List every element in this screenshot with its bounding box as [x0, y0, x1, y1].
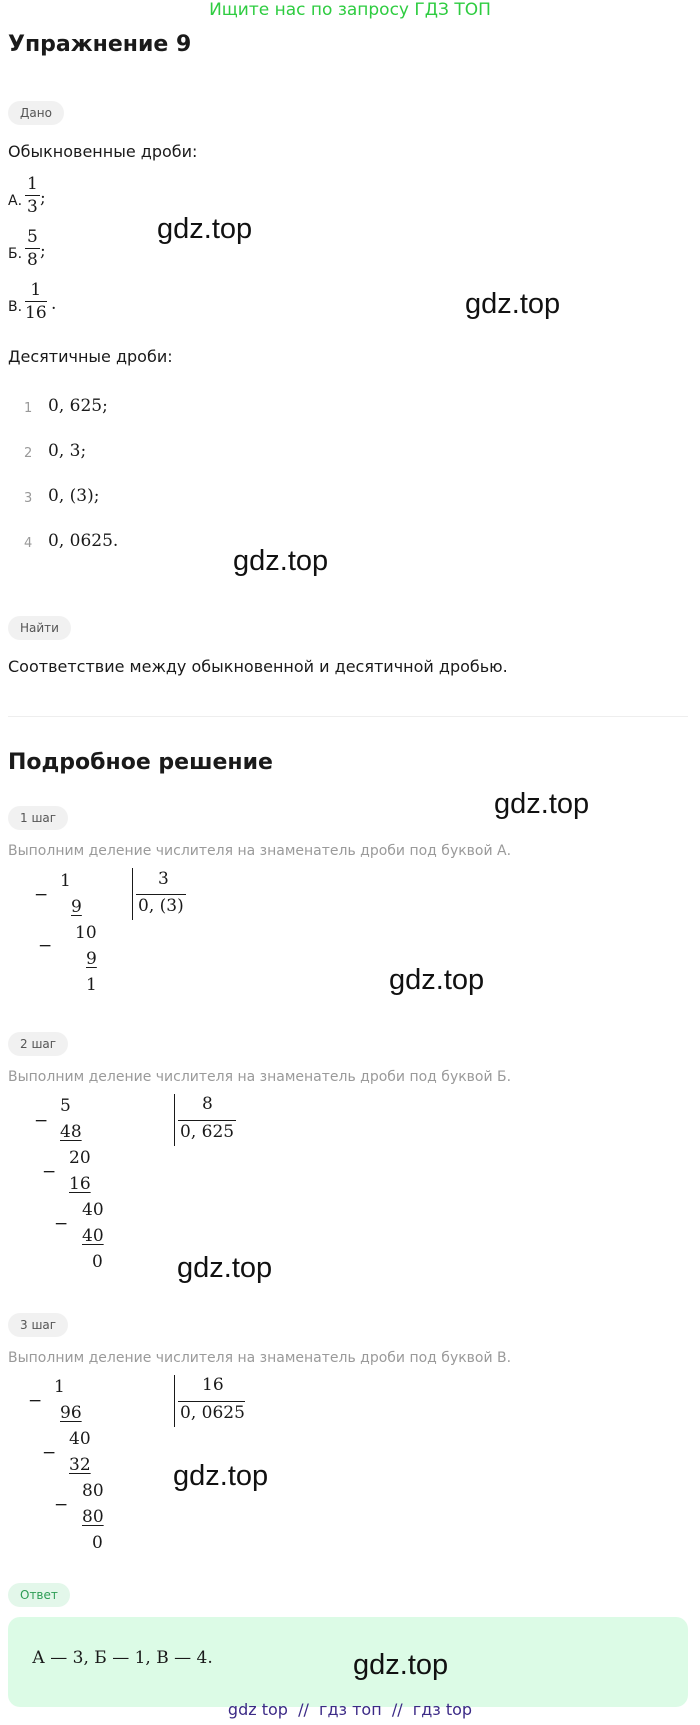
fraction-end: ;: [40, 241, 46, 261]
list-item: 0, (3);: [48, 486, 100, 506]
list-item: 0, 625;: [48, 396, 108, 416]
remainder: 1: [86, 975, 97, 995]
division-bar: [174, 1375, 175, 1427]
divisor: 3: [158, 869, 169, 889]
list-index: 3: [24, 491, 33, 506]
list-item: 0, 0625.: [48, 531, 119, 551]
quotient: 0, (3): [138, 896, 184, 916]
step-2-text: Выполним деление числителя на знаменатель дроби под буквой Б.: [8, 1069, 512, 1085]
fraction: [25, 174, 40, 218]
watermark: gdz.top: [177, 1252, 273, 1284]
remainder: 20: [69, 1148, 91, 1168]
quotient: 0, 625: [180, 1122, 235, 1142]
minus-sign: −: [42, 1443, 57, 1463]
watermark: gdz.top: [465, 288, 561, 320]
list-index: 4: [24, 536, 33, 551]
partial-product: 40: [82, 1226, 104, 1246]
numerator: 1: [27, 174, 38, 194]
fraction-letter: Б.: [8, 246, 23, 262]
step-1-text: Выполним деление числителя на знаменатель дроби под буквой А.: [8, 843, 512, 859]
divisor: 16: [202, 1375, 224, 1395]
minus-sign: −: [28, 1391, 43, 1411]
find-text: Соответствие между обыкновенной и десятичной дробью.: [8, 657, 508, 676]
solution-title: Подробное решение: [8, 750, 273, 775]
list-item: 0, 3;: [48, 441, 87, 461]
step-1-label: 1 шаг: [8, 806, 68, 830]
page-title: Упражнение 9: [8, 32, 192, 57]
footer-links[interactable]: gdz top // гдз топ // гдз top: [227, 1700, 473, 1719]
answer-text: А — 3, Б — 1, В — 4.: [32, 1648, 213, 1668]
quotient: 0, 0625: [180, 1403, 245, 1423]
remainder: 0: [92, 1533, 103, 1553]
denominator: 3: [27, 197, 38, 217]
minus-sign: −: [38, 936, 53, 956]
remainder: 40: [82, 1200, 104, 1220]
divisor: 8: [202, 1094, 213, 1114]
step-3-label: 3 шаг: [8, 1313, 68, 1337]
partial-product: 80: [82, 1507, 104, 1527]
remainder: 10: [75, 923, 97, 943]
partial-product: 9: [86, 949, 97, 969]
numerator: 5: [27, 227, 38, 247]
partial-product: 48: [60, 1122, 82, 1142]
partial-product: 96: [60, 1403, 82, 1423]
list-index: 2: [24, 446, 33, 461]
ordinary-heading: Обыкновенные дроби:: [8, 142, 198, 161]
step-3-text: Выполним деление числителя на знаменатель дроби под буквой В.: [8, 1350, 512, 1366]
watermark: gdz.top: [353, 1649, 449, 1681]
minus-sign: −: [54, 1495, 69, 1515]
minus-sign: −: [34, 885, 49, 905]
fraction-letter: А.: [8, 193, 23, 209]
partial-product: 32: [69, 1455, 91, 1475]
fraction: [25, 227, 40, 271]
division-bar: [132, 868, 133, 920]
minus-sign: −: [42, 1162, 57, 1182]
watermark: gdz.top: [173, 1460, 269, 1492]
section-divider: [8, 716, 688, 717]
remainder: 40: [69, 1429, 91, 1449]
dividend: 5: [60, 1096, 71, 1116]
dividend: 1: [54, 1377, 65, 1397]
top-banner[interactable]: Ищите нас по запросу ГДЗ ТОП: [209, 0, 491, 20]
partial-product: 9: [71, 897, 82, 917]
denominator: 16: [25, 303, 47, 323]
partial-product: 16: [69, 1174, 91, 1194]
denominator: 8: [27, 250, 38, 270]
fraction: [25, 280, 47, 324]
remainder: 0: [92, 1252, 103, 1272]
fraction-end: .: [51, 294, 57, 314]
remainder: 80: [82, 1481, 104, 1501]
list-index: 1: [24, 401, 33, 416]
numerator: 1: [25, 280, 47, 302]
watermark: gdz.top: [494, 788, 590, 820]
division-bar: [174, 1094, 175, 1146]
find-label: Найти: [8, 616, 71, 640]
given-label: Дано: [8, 101, 64, 125]
minus-sign: −: [54, 1214, 69, 1234]
answer-label: Ответ: [8, 1583, 70, 1607]
decimal-heading: Десятичные дроби:: [8, 347, 173, 366]
fraction-end: ;: [40, 188, 46, 208]
watermark: gdz.top: [389, 964, 485, 996]
dividend: 1: [60, 871, 71, 891]
minus-sign: −: [34, 1111, 49, 1131]
fraction-letter: В.: [8, 299, 23, 315]
watermark: gdz.top: [233, 545, 329, 577]
watermark: gdz.top: [157, 213, 253, 245]
step-2-label: 2 шаг: [8, 1032, 68, 1056]
